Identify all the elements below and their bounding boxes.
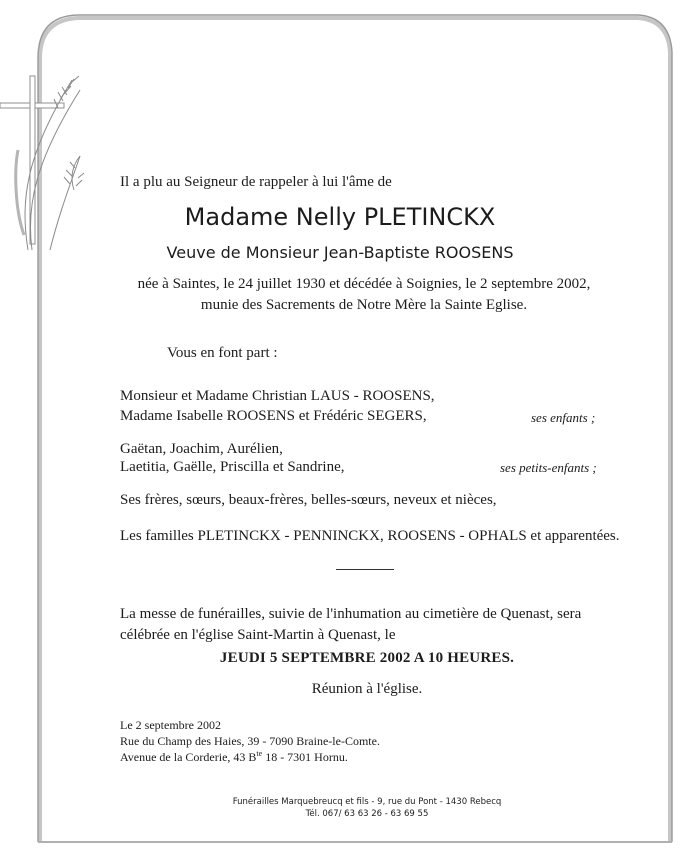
widow-of: Veuve de Monsieur Jean-Baptiste ROOSENS	[166, 243, 514, 262]
footer-line-2: Tél. 067/ 63 63 26 - 63 69 55	[305, 809, 429, 819]
intro-text: Il a plu au Seigneur de rappeler à lui l'âme de	[120, 174, 392, 190]
mass-line-2: célébrée en l'église Saint-Martin à Quenast, le	[120, 627, 396, 643]
sacraments-line: munie des Sacrements de Notre Mère la Sainte Eglise.	[200, 297, 528, 313]
deceased-name: Madame Nelly PLETINCKX	[184, 203, 496, 231]
letter-date: Le 2 septembre 2002	[120, 718, 221, 732]
footer-line-1: Funérailles Marquebreucq et fils - 9, rue du Pont - 1430 Rebecq	[232, 797, 502, 807]
announce-text: Vous en font part :	[167, 345, 278, 361]
address-line-2-start: Avenue de la Corderie, 43 B	[120, 750, 257, 764]
address-line-2-sup: te	[256, 749, 263, 758]
reunion-line: Réunion à l'église.	[311, 681, 423, 697]
mass-line-1: La messe de funérailles, suivie de l'inhumation au cimetière de Quenast, sera	[120, 606, 582, 622]
birth-death-line: née à Saintes, le 24 juillet 1930 et décédée à Soignies, le 2 septembre 2002,	[137, 276, 591, 292]
divider	[336, 569, 394, 570]
grandchildren-line-2: Laetitia, Gaëlle, Priscilla et Sandrine,	[120, 459, 345, 475]
grandchildren-role: ses petits-enfants ;	[500, 460, 597, 475]
address-line-1: Rue du Champ des Haies, 39 - 7090 Braine-le-Comte.	[120, 734, 380, 748]
families-line: Les familles PLETINCKX - PENNINCKX, ROOSENS - OPHALS et apparentées.	[120, 528, 620, 544]
children-role: ses enfants ;	[531, 410, 596, 425]
children-line-2: Madame Isabelle ROOSENS et Frédéric SEGERS,	[120, 408, 427, 424]
children-line-1: Monsieur et Madame Christian LAUS - ROOSENS,	[120, 388, 435, 404]
address-line-2-end: 18 - 7301 Hornu.	[262, 750, 348, 764]
grandchildren-line-1: Gaëtan, Joachim, Aurélien,	[120, 441, 283, 457]
address-line-2	[120, 749, 348, 765]
funeral-datetime: JEUDI 5 SEPTEMBRE 2002 A 10 HEURES.	[219, 650, 515, 666]
siblings-line: Ses frères, sœurs, beaux-frères, belles-sœurs, neveux et nièces,	[120, 492, 497, 508]
